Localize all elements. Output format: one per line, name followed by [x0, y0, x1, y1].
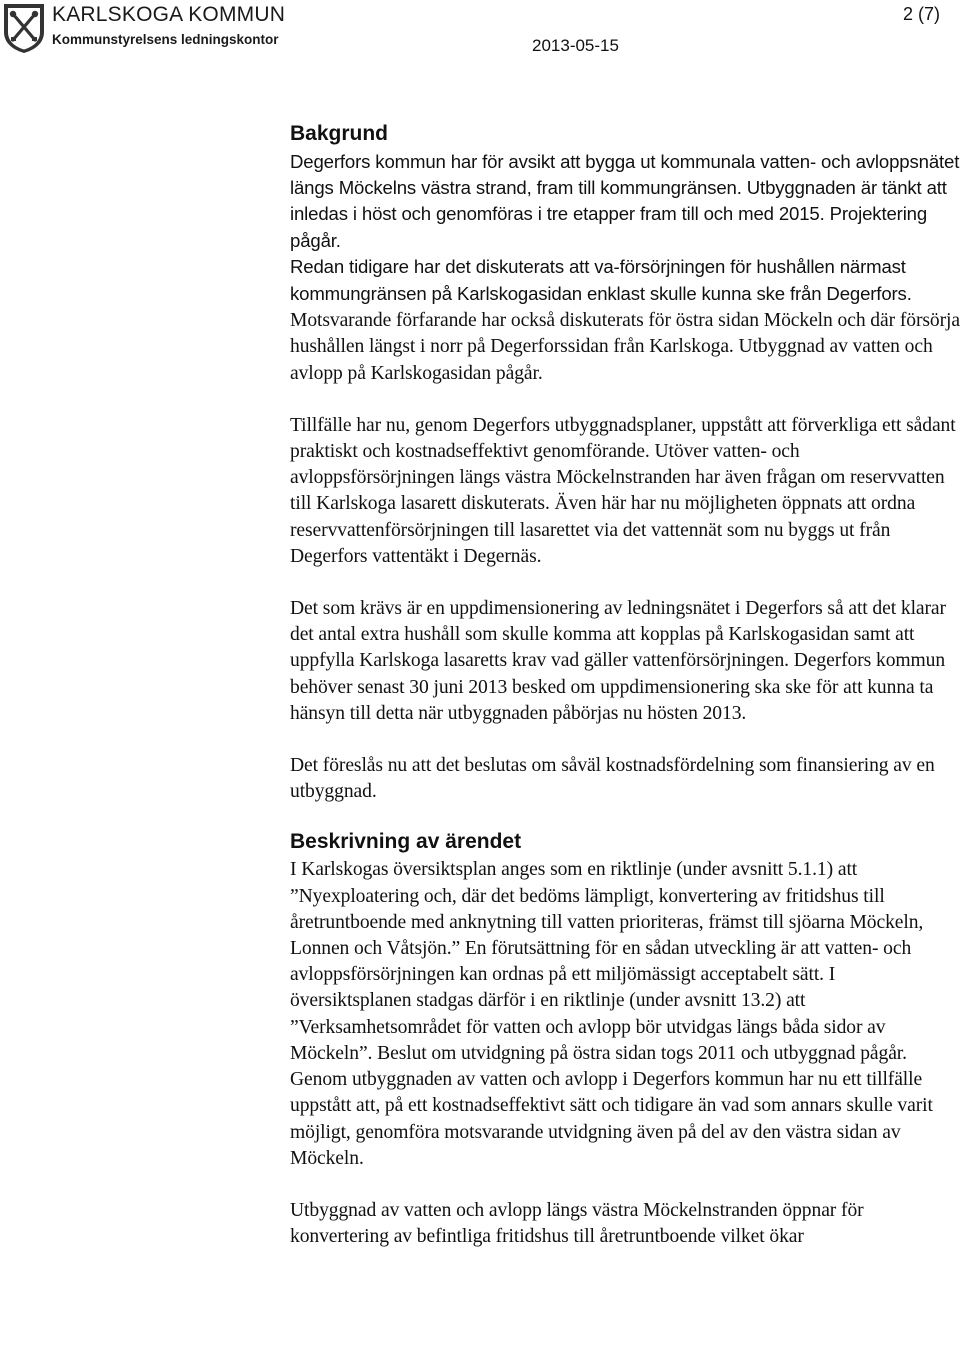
paragraph-bakgrund-2	[290, 254, 960, 387]
page-header	[0, 0, 960, 70]
document-date: 2013-05-15	[532, 36, 619, 55]
paragraph-bakgrund-5: Det föreslås nu att det beslutas om såväl kostnadsfördelning som finansiering av en utbyggnad.	[290, 755, 935, 803]
municipality-logo	[0, 0, 286, 58]
paragraph-bakgrund-3: Tillfälle har nu, genom Degerfors utbyggnadsplaner, uppstått att förverkliga ett sådant praktiskt och kostnadseffektivt genomförande. Utöver vatten- och avloppsförsörjningen längs västra Möckelnstranden har även frågan om reservvatten till Karlskoga lasarett diskuterats. Även här har nu möjligheten öppnats att ordna reservvattenförsörjningen till lasarettet via det vattennät som nu byggs ut från Degerfors vattentäkt i Degernäs.	[290, 414, 956, 567]
heading-beskrivning: Beskrivning av ärendet	[290, 830, 522, 854]
page-number: 2 (7)	[902, 4, 940, 24]
paragraph-bakgrund-4: Det som krävs är en uppdimensionering av ledningsnätet i Degerfors så att det klarar det antal extra hushåll som skulle komma att kopplas på Karlskogasidan samt att uppfylla Karlskoga lasaretts krav vad gäller vattenförsörjningen. Degerfors kommun behöver senast 30 juni 2013 besked om uppdimensionering ska ske för att kunna ta hänsyn till detta när utbyggnaden påbörjas nu hösten 2013.	[290, 598, 946, 724]
paragraph-bakgrund-1: Degerfors kommun har för avsikt att bygga ut kommunala vatten- och avloppsnätet längs Möckelns västra strand, fram till kommungränsen. Utbyggnaden är tänkt att inledas i höst och genomföras i tre etapper fram till och med 2015. Projektering pågår.	[290, 151, 960, 251]
paragraph-beskrivning-1: I Karlskogas översiktsplan anges som en riktlinje (under avsnitt 5.1.1) att ”Nyexploatering och, där det bedöms lämpligt, konvertering av fritidshus till åretruntboende med anknytning till vatten prioriteras, främst till sjöarna Möckeln, Lonnen och Våtsjön.” En förutsättning för en sådan utveckling är att vatten- och avloppsförsörjningen kan ordnas på ett miljömässigt acceptabelt sätt. I översiktsplanen stadgas därför i en riktlinje (under avsnitt 13.2) att ”Verksamhetsområdet för vatten och avlopp bör utvidgas längs båda sidor av Möckeln”. Beslut om utvidgning på östra sidan togs 2011 och utbyggnad pågår. Genom utbyggnaden av vatten och avlopp i Degerfors kommun har nu ett tillfälle uppstått att, på ett kostnadseffektivt sätt och tidigare än vad som annars skulle varit möjligt, genomföra motsvarande utvidgning även på del av den västra sidan av Möckeln.	[290, 859, 933, 1169]
organization-name: KARLSKOGA KOMMUN	[52, 3, 286, 26]
crest-icon	[2, 2, 46, 54]
paragraph-bakgrund-2-serif: Motsvarande förfarande har också diskuterats för östra sidan Möckeln och där försörja hushållen längst i norr på Degerforssidan från Karlskoga. Utbyggnad av vatten och avlopp på Karlskogasidan pågår.	[290, 310, 960, 384]
department-name: Kommunstyrelsens ledningskontor	[52, 32, 279, 47]
paragraph-beskrivning-2: Utbyggnad av vatten och avlopp längs västra Möckelnstranden öppnar för konvertering av befintliga fritidshus till åretruntboende vilket ökar	[290, 1199, 864, 1248]
document-body	[290, 121, 960, 1250]
paragraph-bakgrund-2-sans: Redan tidigare har det diskuterats att va-försörjningen för hushållen närmast kommungränsen på Karlskogasidan enklast skulle kunna ske från Degerfors.	[290, 255, 912, 305]
heading-bakgrund: Bakgrund	[290, 122, 389, 145]
